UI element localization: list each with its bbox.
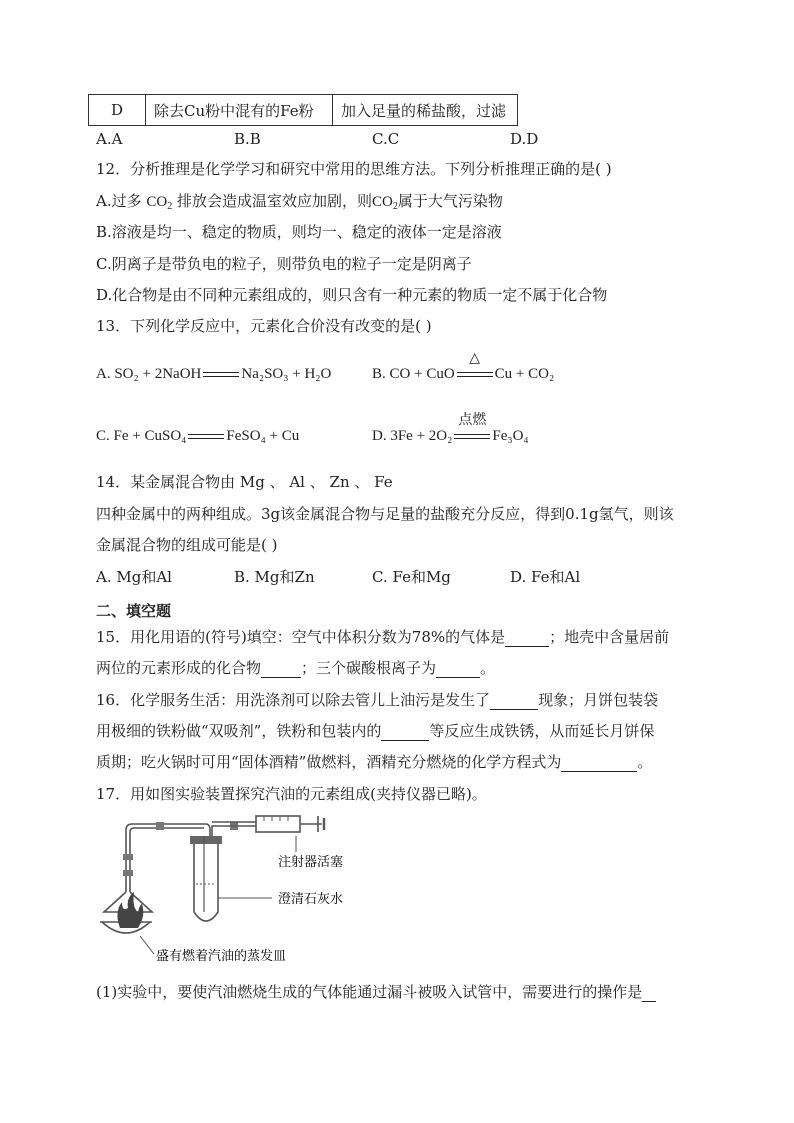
q14-option-d: D. Fe和Al xyxy=(510,568,581,586)
ignite-equals-sign xyxy=(454,412,490,443)
q15-line2: 两位的元素形成的化合物 ；三个碳酸根离子为 。 xyxy=(96,659,496,677)
table-row xyxy=(89,95,518,126)
q13-option-c: C. Fe + CuSO₄ FeSO₄ + Cu xyxy=(96,428,300,444)
q14-option-a: A. Mg和Al xyxy=(96,568,172,586)
answer-blank[interactable] xyxy=(381,724,429,741)
answer-blank[interactable] xyxy=(490,693,538,710)
q13-option-b: B. CO + CuO △ Cu + CO₂ xyxy=(372,350,555,382)
q14-option-c: C. Fe和Mg xyxy=(372,568,451,586)
q13-stem: 13．下列化学反应中，元素化合价没有改变的是( ) xyxy=(96,317,432,335)
q14-stem-line2: 四种金属中的两种组成。3g该金属混合物与足量的盐酸充分反应，得到0.1g氢气，则该 xyxy=(96,505,674,523)
q12-stem: 12．分析推理是化学学习和研究中常用的思维方法。下列分析推理正确的是( ) xyxy=(96,160,612,178)
answer-blank[interactable] xyxy=(642,985,656,1002)
q11-option-b: B.B xyxy=(234,130,261,148)
apparatus-diagram xyxy=(96,812,396,982)
q11-option-d: D.D xyxy=(510,130,539,148)
row-method: 加入足量的稀盐酸，过滤 xyxy=(333,95,518,126)
label-dish: 盛有燃着汽油的蒸发皿 xyxy=(156,949,287,964)
answer-blank[interactable] xyxy=(561,755,637,772)
row-item: 除去Cu粉中混有的Fe粉 xyxy=(146,95,333,126)
q17-stem: 17．用如图实验装置探究汽油的元素组成(夹持仪器已略)。 xyxy=(96,785,487,803)
test-tube xyxy=(194,840,218,921)
answer-blank[interactable] xyxy=(261,661,301,678)
answer-blank[interactable] xyxy=(436,661,480,678)
q12-option-b: B.溶液是均一、稳定的物质，则均一、稳定的液体一定是溶液 xyxy=(96,223,502,241)
q11-option-c: C.C xyxy=(372,130,400,148)
syringe xyxy=(256,816,300,832)
q17-sub1: (1)实验中，要使汽油燃烧生成的气体能通过漏斗被吸入试管中，需要进行的操作是 xyxy=(96,982,656,1002)
row-letter: D xyxy=(89,95,146,126)
q16-line1: 16．化学服务生活：用洗涤剂可以除去管儿上油污是发生了 现象；月饼包装袋 xyxy=(96,691,659,709)
q12-option-d: D.化合物是由不同种元素组成的，则只含有一种元素的物质一定不属于化合物 xyxy=(96,286,608,304)
q14-stem-line3: 金属混合物的组成可能是( ) xyxy=(96,536,278,554)
q12-option-c: C.阴离子是带负电的粒子，则带负电的粒子一定是阴离子 xyxy=(96,255,472,273)
q15-line1: 15．用化用语的(符号)填空：空气中体积分数为78%的气体是 ；地壳中含量居前 xyxy=(96,628,670,646)
equals-sign xyxy=(188,431,224,443)
q16-line2: 用极细的铁粉做“双吸剂”，铁粉和包装内的 等反应生成铁锈，从而延长月饼保 xyxy=(96,722,655,740)
ignite-condition: 点燃 xyxy=(458,412,487,428)
q12-option-a: A.过多 $CO_2$ 排放会造成温室效应加剧，则$CO_2$属于大气污染物 xyxy=(96,192,503,212)
q14-stem-line1: 14．某金属混合物由 Mg 、 Al 、 Zn 、 Fe xyxy=(96,473,393,491)
section-heading: 二、填空题 xyxy=(96,602,172,620)
heat-icon: △ xyxy=(469,350,481,366)
q13-option-a: A. SO₂ + 2NaOH Na₂SO₃ + H₂O xyxy=(96,366,332,382)
q13-option-d: D. 3Fe + 2O₂ 点燃 Fe₃O₄ xyxy=(372,412,529,444)
connecting-tube xyxy=(126,824,210,892)
equals-sign xyxy=(203,369,239,381)
q11-option-a: A.A xyxy=(96,130,123,148)
q16-line3: 质期；吃火锅时可用“固体酒精”做燃料，酒精充分燃烧的化学方程式为 。 xyxy=(96,753,653,771)
label-syringe: 注射器活塞 xyxy=(278,855,344,870)
answer-blank[interactable] xyxy=(505,630,549,647)
heat-equals-sign xyxy=(457,350,493,381)
label-limewater: 澄清石灰水 xyxy=(278,892,344,907)
option-table xyxy=(88,94,518,126)
q14-option-b: B. Mg和Zn xyxy=(234,568,315,586)
flame-icon xyxy=(117,892,143,928)
